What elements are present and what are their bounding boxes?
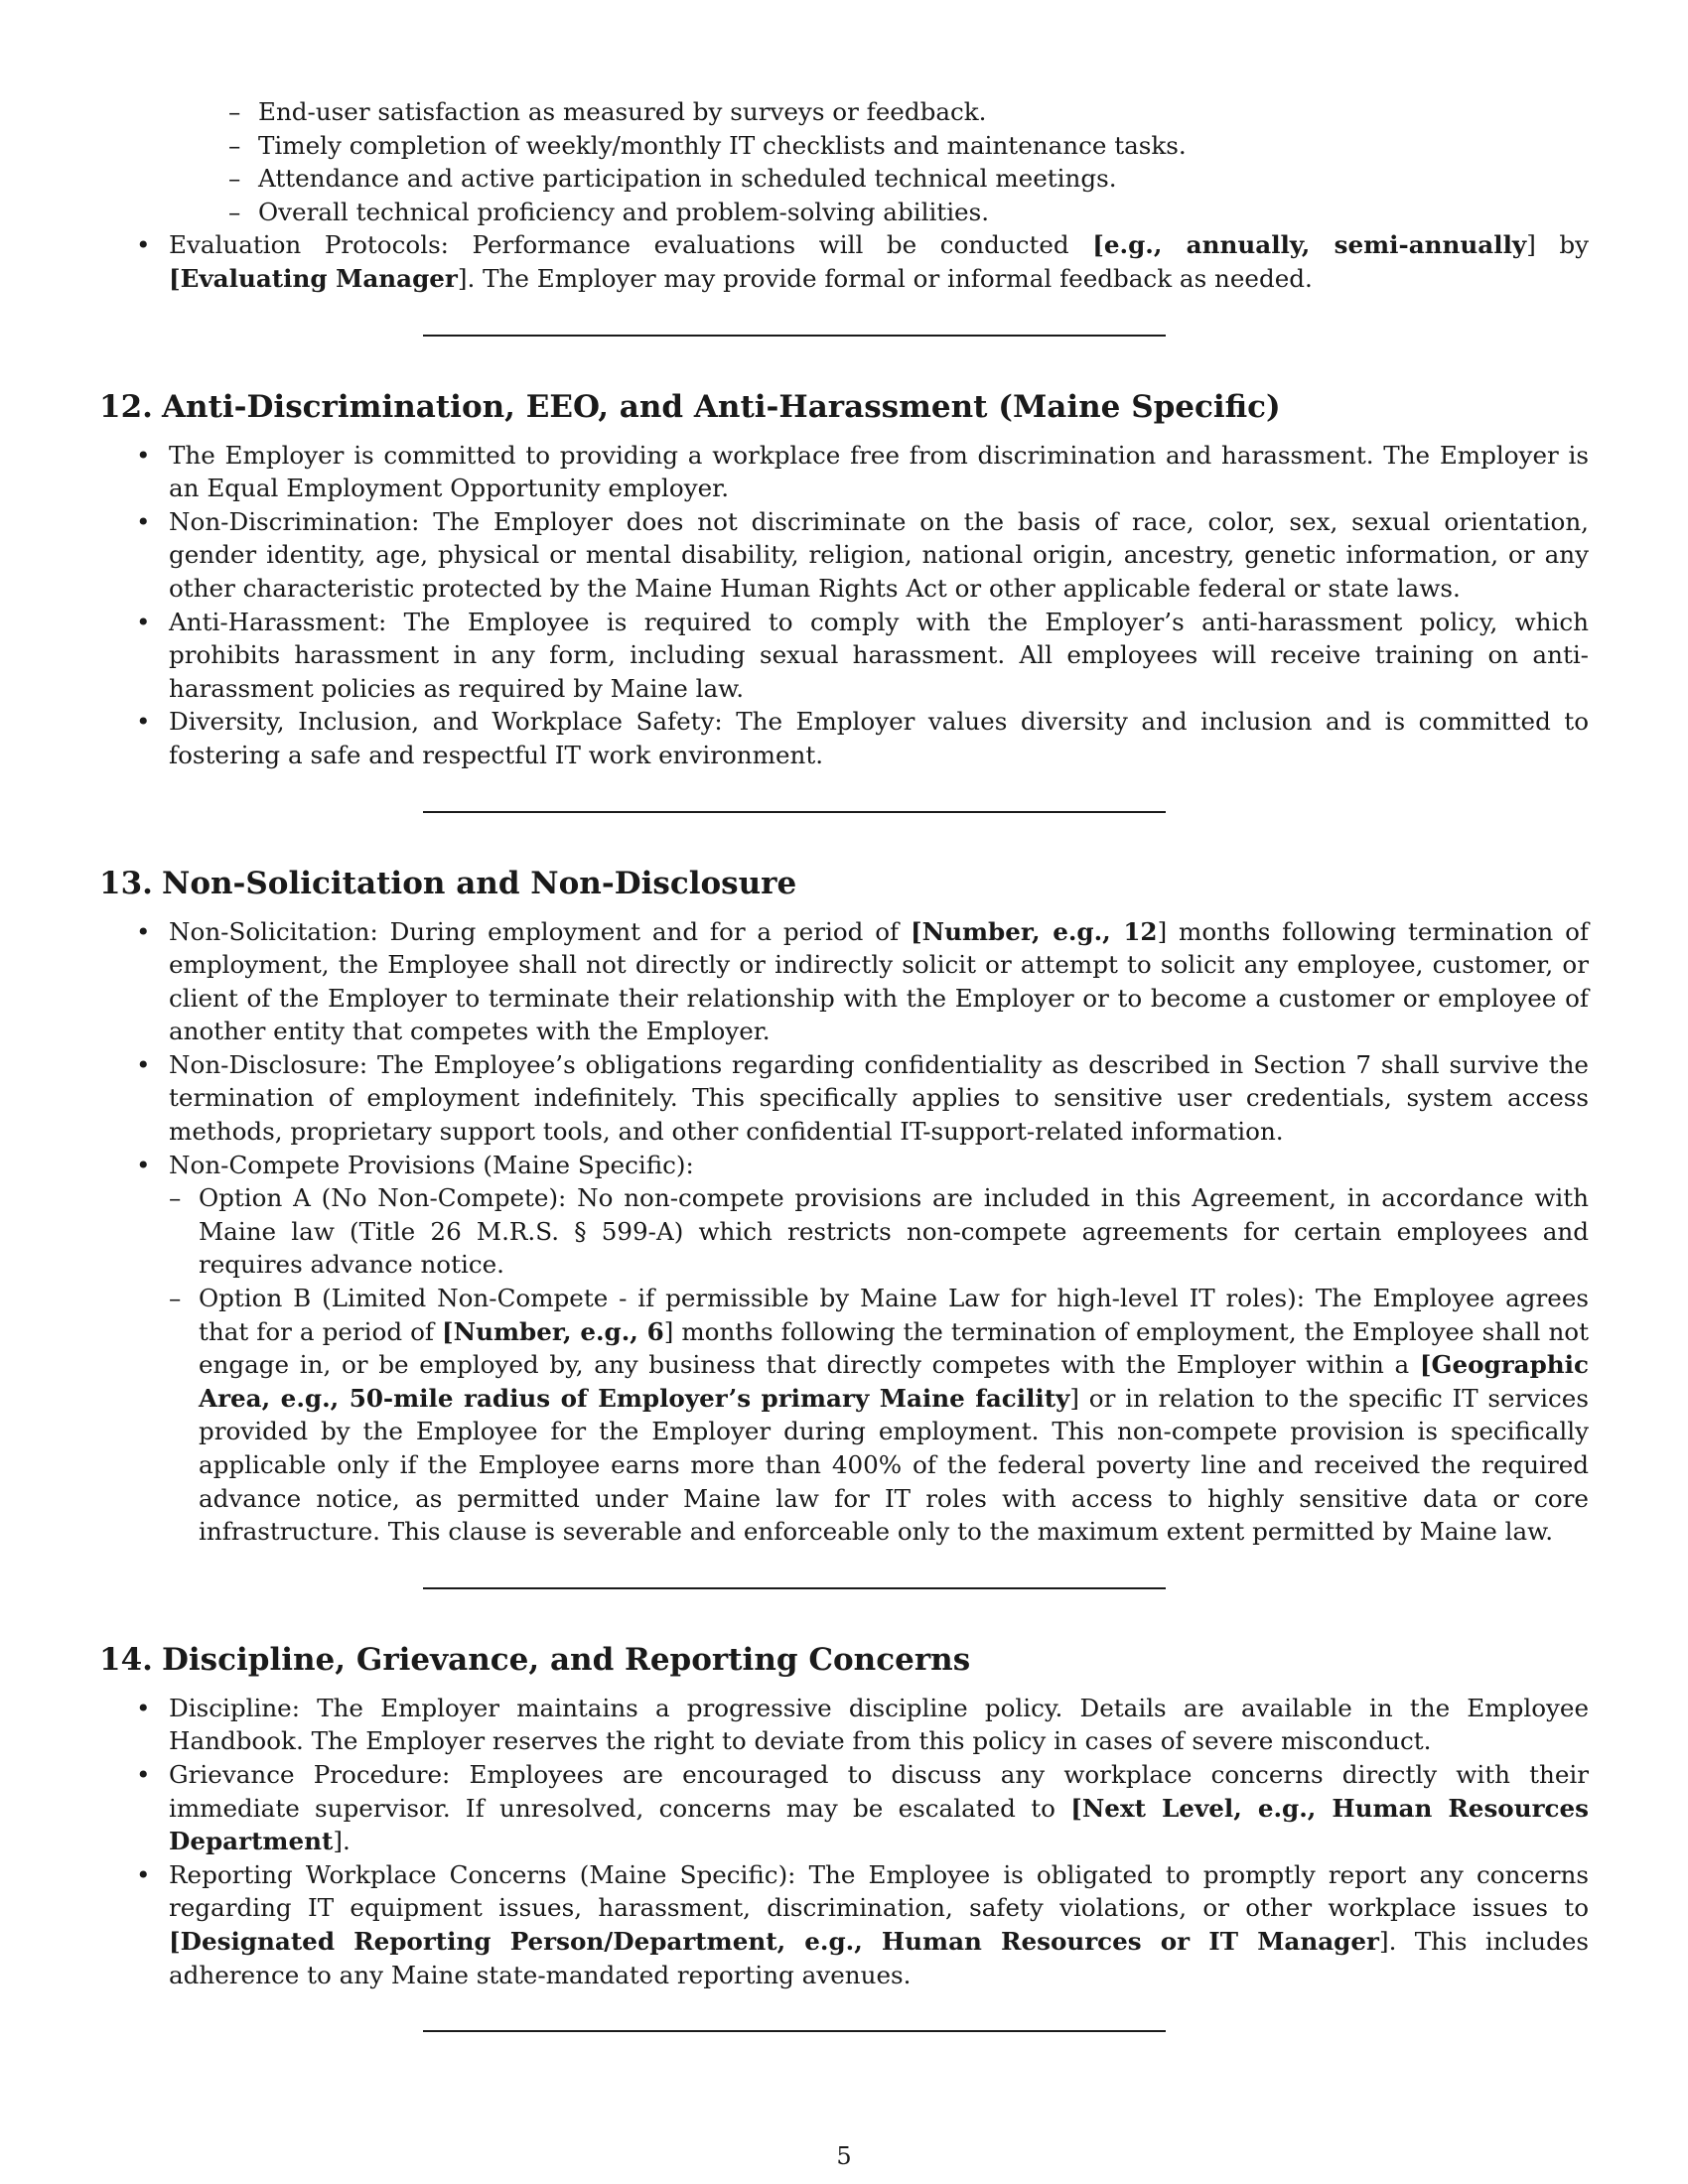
section-14-list xyxy=(99,1692,1589,1991)
placeholder-text: [Designated Reporting Person/Department, e.g., Human Resources or IT Manager xyxy=(169,1926,1379,1956)
list-item: • Non-Discrimination: The Employer does not discriminate on the basis of race, color, sex, sexual orientation, gender identity, age, physical or mental disability, religion, national origin, ancestry, genetic information, or any other characteristic protected by the Maine Human Rights Act or other applicable federal or state laws. xyxy=(99,505,1589,606)
text-run: ]. The Employer may provide formal or informal feedback as needed. xyxy=(457,263,1313,293)
section-number: 13. xyxy=(99,865,153,901)
placeholder-text: [e.g., annually, semi-annually xyxy=(1092,230,1527,260)
document-page xyxy=(99,95,1589,2032)
page-number: 5 xyxy=(836,2142,852,2170)
list-item: – Timely completion of weekly/monthly IT checklists and maintenance tasks. xyxy=(228,129,1589,163)
section-title: Non-Solicitation and Non-Disclosure xyxy=(162,865,797,901)
text-run: Option B (Limited Non-Compete - if permissible by Maine Law for high-level IT roles): The Employee agrees that for a period of xyxy=(199,1284,1589,1346)
text-run: ] months following termination of employment, the Employee shall not directly or indirectly solicit or attempt to solicit any employee, customer, or client of the Employer to terminate their relationship with the Employer or to become a customer or employee of another entity that competes with the Employer. xyxy=(169,916,1589,1046)
text-run: ]. xyxy=(333,1827,351,1856)
section-12-heading xyxy=(99,387,1589,427)
non-solicitation-item xyxy=(99,915,1589,1048)
list-item: – Attendance and active participation in scheduled technical meetings. xyxy=(228,162,1589,196)
placeholder-text: [Next Level, e.g., Human Resources Department xyxy=(169,1793,1590,1856)
placeholder-text: [Evaluating Manager xyxy=(169,263,458,293)
evaluation-protocols-list xyxy=(99,228,1589,295)
placeholder-text: [Number, e.g., 6 xyxy=(441,1316,664,1346)
non-compete-label: Non-Compete Provisions (Maine Specific): xyxy=(169,1150,694,1179)
option-a-item: – Option A (No Non-Compete): No non-compete provisions are included in this Agreement, in accordance with Maine law (Title 26 M.R.S. § 599-A) which restricts non-compete agreements for certain employees and requires advance notice. xyxy=(169,1181,1589,1282)
text-run: ] by xyxy=(1526,230,1589,260)
text-run: Grievance Procedure: Employees are encouraged to discuss any workplace concerns directly with their immediate supervisor. If unresolved, concerns may be escalated to xyxy=(169,1759,1589,1823)
option-b-item xyxy=(169,1282,1589,1549)
placeholder-text: [Number, e.g., 12 xyxy=(911,916,1158,946)
text-run: ] or in relation to the specific IT services provided by the Employee for the Employer during employment. This non-compete provision is specifically applicable only if the Employee earns more than 400% of the federal poverty line and received the required advance notice, as permitted under Maine law for IT roles with access to highly sensitive data or core infrastructure. This clause is severable and enforceable only to the maximum extent permitted by Maine law. xyxy=(199,1383,1589,1547)
section-number: 12. xyxy=(99,388,153,425)
section-divider xyxy=(99,1549,1589,1589)
reporting-item xyxy=(99,1858,1589,1991)
section-14-heading xyxy=(99,1640,1589,1680)
placeholder-text: [Geographic Area, e.g., 50-mile radius of Employer’s primary Maine facility xyxy=(199,1350,1589,1413)
text-run: Evaluation Protocols: Performance evaluations will be conducted xyxy=(169,230,1093,260)
text-run: ]. This includes adherence to any Maine state-mandated reporting avenues. xyxy=(169,1926,1589,1989)
section-number: 14. xyxy=(99,1641,153,1678)
section-title: Anti-Discrimination, EEO, and Anti-Harassment (Maine Specific) xyxy=(162,388,1281,425)
section-divider xyxy=(99,296,1589,337)
non-disclosure-item: • Non-Disclosure: The Employee’s obligations regarding confidentiality as described in Section 7 shall survive the termination of employment indefinitely. This specifically applies to sensitive user credentials, system access methods, proprietary support tools, and other confidential IT-support-related information. xyxy=(99,1048,1589,1149)
evaluation-criteria-list xyxy=(228,95,1589,228)
discipline-item: • Discipline: The Employer maintains a progressive discipline policy. Details are available in the Employee Handbook. The Employer reserves the right to deviate from this policy in cases of severe misconduct. xyxy=(99,1692,1589,1758)
non-compete-item xyxy=(99,1149,1589,1549)
text-run: Non-Solicitation: During employment and for a period of xyxy=(169,916,912,946)
section-divider xyxy=(99,1991,1589,2032)
list-item: • Diversity, Inclusion, and Workplace Safety: The Employer values diversity and inclusion and is committed to fostering a safe and respectful IT work environment. xyxy=(99,705,1589,771)
list-item: • The Employer is committed to providing a workplace free from discrimination and harassment. The Employer is an Equal Employment Opportunity employer. xyxy=(99,439,1589,505)
text-run: Reporting Workplace Concerns (Maine Specific): The Employee is obligated to promptly report any concerns regarding IT equipment issues, harassment, discrimination, safety violations, or other workplace issues to xyxy=(169,1859,1589,1923)
section-13-heading xyxy=(99,864,1589,903)
section-13-list xyxy=(99,915,1589,1549)
evaluation-protocols-item xyxy=(99,228,1589,295)
non-compete-options xyxy=(169,1181,1589,1549)
list-item: – Overall technical proficiency and problem-solving abilities. xyxy=(228,196,1589,229)
list-item: – End-user satisfaction as measured by surveys or feedback. xyxy=(228,95,1589,129)
section-12-list xyxy=(99,439,1589,772)
text-run: ] months following the termination of employment, the Employee shall not engage in, or be employed by, any business that directly competes with the Employer within a xyxy=(199,1316,1589,1380)
list-item: • Anti-Harassment: The Employee is required to comply with the Employer’s anti-harassment policy, which prohibits harassment in any form, including sexual harassment. All employees will receive training on anti-harassment policies as required by Maine law. xyxy=(99,606,1589,706)
grievance-item xyxy=(99,1758,1589,1858)
section-divider xyxy=(99,772,1589,813)
section-title: Discipline, Grievance, and Reporting Concerns xyxy=(162,1641,971,1678)
